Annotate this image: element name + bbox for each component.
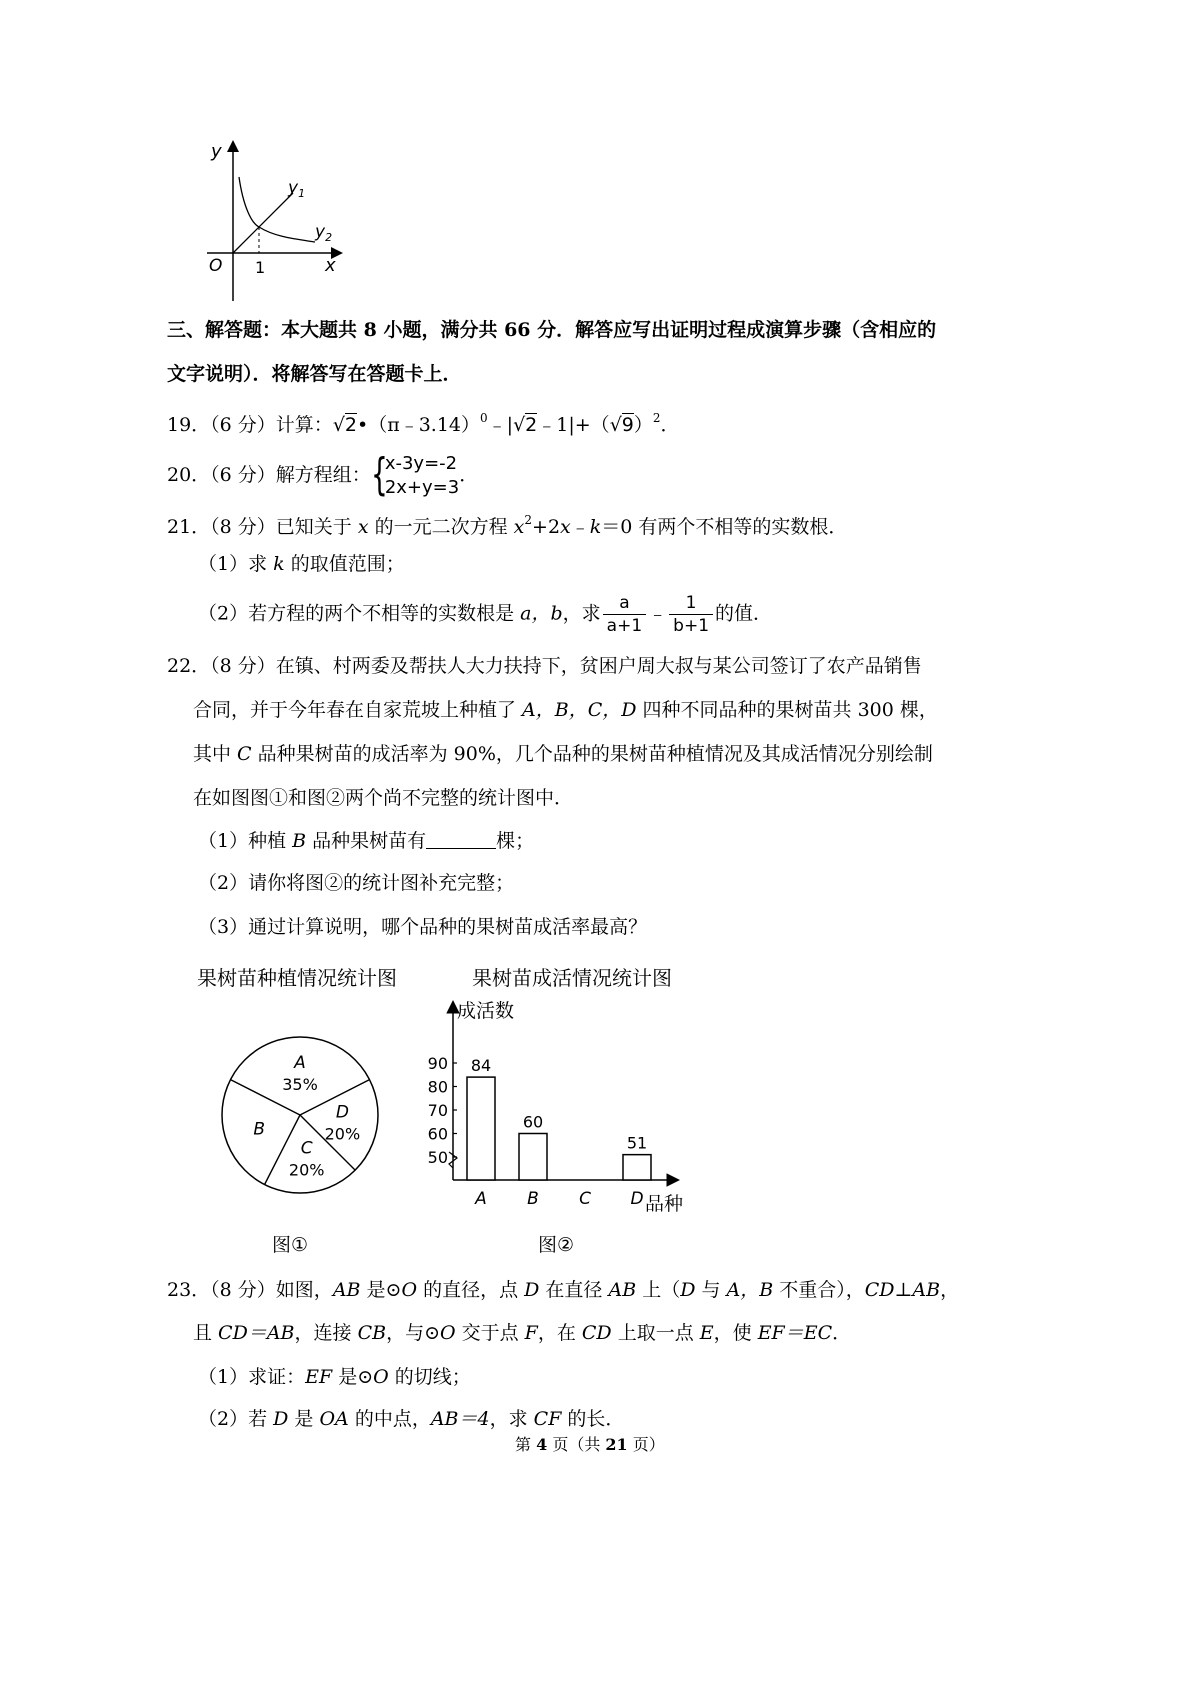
- question-22-part2: （2）请你将图②的统计图补充完整；: [198, 872, 515, 894]
- q19-part-e: ﹣1|+（: [537, 414, 610, 436]
- question-23-part1: （1）求证：EF 是⊙O 的切线；: [198, 1366, 471, 1388]
- y-tick-label-60: 60: [427, 1124, 448, 1144]
- bar-d: [623, 1155, 651, 1180]
- sqrt-2-a: √2: [332, 414, 358, 436]
- question-21-part1: （1）求 k 的取值范围；: [198, 553, 405, 575]
- sqrt-9: √9: [609, 414, 634, 436]
- fraction-a: $\frac{a}{a+1}$: [603, 592, 646, 637]
- pie-slice-label-d: D: [335, 1102, 349, 1123]
- bar-x-axis-label: 品种: [645, 1193, 684, 1215]
- question-23-line2: 且 CD＝AB，连接 CB，与⊙O 交于点 F，在 CD 上取一点 E，使 EF＝EC．: [193, 1322, 852, 1344]
- pie-slice-label-a: A: [294, 1053, 306, 1074]
- q20-end: ．: [459, 464, 479, 486]
- bar-chart: [415, 995, 695, 1220]
- fraction-b: $\frac{1}{b+1}$: [669, 592, 713, 637]
- y1-label: $y_1$: [288, 178, 306, 200]
- x-category-label-a: A: [475, 1189, 487, 1209]
- x-category-label-b: B: [527, 1189, 539, 1209]
- q19-part-c: ﹣|: [487, 414, 514, 436]
- pie-slice-percent-a: 35%: [282, 1075, 318, 1095]
- section3-heading-line1: 三、解答题：本大题共 8 小题，满分共 66 分．解答应写出证明过程成演算步骤（含相应的: [167, 319, 937, 341]
- question-21-part2: （2）若方程的两个不相等的实数根是 a，b，求 $\frac{a}{a+1}$ ﹣ $\frac{1}{b+1}$ 的值．: [198, 593, 773, 636]
- pie-slice-label-b: B: [253, 1119, 266, 1140]
- question-23-line1: 23．（8 分）如图，AB 是⊙O 的直径，点 D 在直径 AB 上（D 与 A，B 不重合），CD⊥AB，: [167, 1279, 960, 1301]
- pie-slice-percent-d: 20%: [324, 1124, 361, 1144]
- bar-caption: 图②: [538, 1234, 575, 1256]
- question-22-part1: （1）种植 B 品种果树苗有 棵；: [198, 830, 535, 852]
- answer-blank[interactable]: [426, 830, 496, 849]
- equation-system: { x-3y=-2 2x+y=3: [370, 449, 460, 500]
- q20-number: 20．（6 分）解方程组：: [167, 464, 371, 486]
- question-22-line1: 22．（8 分）在镇、村两委及帮扶人大力扶持下，贫困户周大叔与某公司签订了农产品销售: [167, 655, 922, 677]
- bar-b: [519, 1134, 547, 1181]
- question-21-stem: 21．（8 分）已知关于 x 的一元二次方程 $x^2+2x﹣k=0$ 有两个不相等的实数根．: [167, 513, 848, 538]
- question-22-line4: 在如图图①和图②两个尚不完整的统计图中．: [193, 787, 574, 809]
- function-graph-figure: [195, 135, 355, 310]
- q19-exp2: 2: [652, 411, 661, 425]
- bar-value-label-d: 51: [626, 1133, 648, 1153]
- question-22-part3: （3）通过计算说明，哪个品种的果树苗成活率最高？: [198, 916, 648, 938]
- line-y1: [233, 193, 293, 253]
- pie-slice-label-c: C: [300, 1138, 313, 1159]
- x-category-label-d: D: [630, 1189, 644, 1209]
- y-tick-label-90: 90: [427, 1054, 448, 1073]
- x-axis-label: x: [325, 255, 336, 276]
- bar-value-label-b: 60: [522, 1112, 544, 1132]
- section3-heading-line2: 文字说明）．将解答写在答题卡上．: [167, 363, 462, 385]
- q19-number: 19．（6 分）计算：: [167, 414, 333, 436]
- equation-2: 2x+y=3: [384, 477, 460, 498]
- q19-end: ．: [660, 414, 680, 436]
- equation-1: x-3y=-2: [384, 453, 458, 474]
- pie-caption: 图①: [272, 1234, 309, 1256]
- bar-y-axis-label: 成活数: [457, 1000, 515, 1022]
- bar-chart-title: 果树苗成活情况统计图: [472, 966, 672, 990]
- question-19: [167, 405, 680, 438]
- y-tick-label-50: 50: [427, 1148, 448, 1167]
- tick-label-1: 1: [255, 258, 266, 277]
- pie-chart: [205, 1020, 395, 1210]
- y-tick-label-70: 70: [427, 1101, 448, 1120]
- question-22-line2: 合同，并于今年春在自家荒坡上种植了 A，B，C，D 四种不同品种的果树苗共 300 棵，: [193, 699, 938, 721]
- y-tick-label-80: 80: [427, 1077, 448, 1097]
- page-footer: 第 4 页（共 21 页）: [515, 1435, 665, 1454]
- question-20: [167, 449, 479, 500]
- q19-part-b: •（π﹣3.14）: [357, 414, 481, 436]
- q19-exp0: 0: [480, 411, 488, 425]
- y-axis-label: y: [211, 141, 222, 162]
- pie-chart-title: 果树苗种植情况统计图: [197, 966, 397, 990]
- question-23-part2: （2）若 D 是 OA 的中点，AB＝4，求 CF 的长．: [198, 1408, 625, 1430]
- y2-label: $y_2$: [315, 222, 333, 244]
- bar-a: [467, 1077, 495, 1180]
- sqrt-2-b: √2: [513, 414, 538, 436]
- pie-slice-percent-c: 20%: [288, 1160, 325, 1180]
- q19-part-g: ）: [633, 414, 653, 436]
- question-22-line3: 其中 C 品种果树苗的成活率为 90%，几个品种的果树苗种植情况及其成活情况分别绘制: [193, 743, 933, 765]
- x-category-label-c: C: [579, 1189, 591, 1209]
- bar-value-label-a: 84: [470, 1056, 492, 1076]
- origin-label: O: [209, 256, 223, 276]
